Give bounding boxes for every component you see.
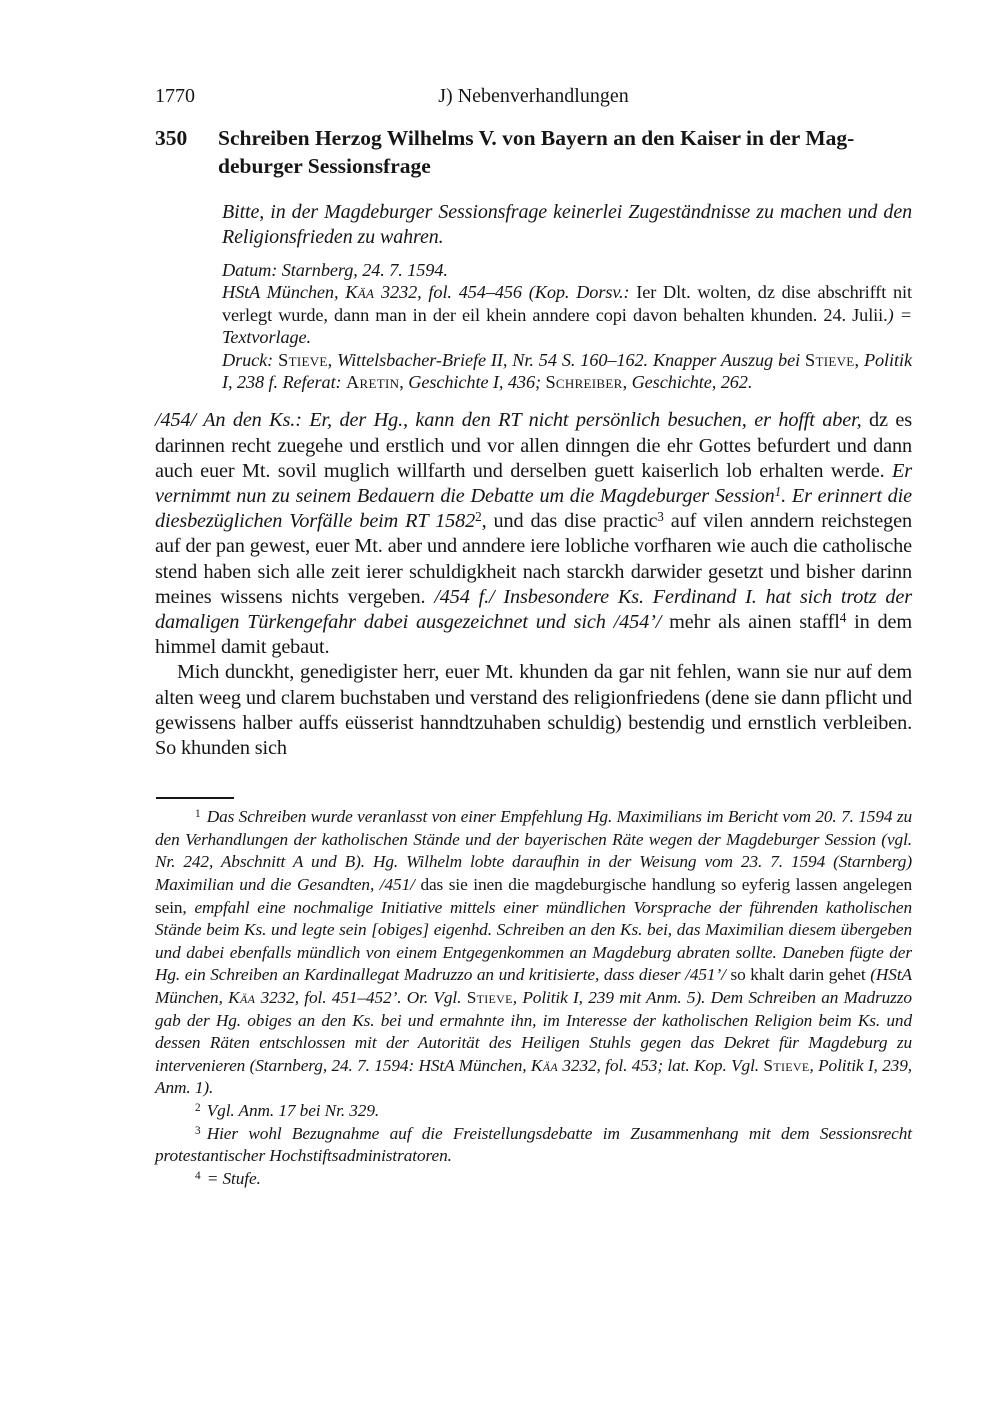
footnote-3: $^3$ Hier wohl Bezugnahme auf die Freistellungsdebatte im Zusammenhang mit dem Sessionsrecht protestantischer Hochstiftsadministratoren.	[155, 1123, 912, 1166]
entry-summary: Bitte, in der Magdeburger Sessionsfrage keinerlei Zugeständnisse zu machen und den Religionsfrieden zu wahren.	[222, 201, 912, 248]
footnote-2: $^2$ Vgl. Anm. 17 bei Nr. 329.	[195, 1101, 380, 1120]
footnote-1: $^1$ Das Schreiben wurde veranlasst von einer Empfehlung Hg. Maximilians im Bericht vom 20. 7. 1594 zu den Verhandlungen der katholischen Stände und der bayerischen Räte wegen der Magdeburger Session (vgl. Nr. 242, Abschnitt A und B). Hg. Wilhelm lobte daraufhin in der Weisung vom 23. 7. 1594 (Starnberg) Maximilian und die Gesandten, /451/ das sie inen die magdeburgische handlung so eyferig lassen angelegen sein, empfahl eine nochmalige Initiative mittels einer mündlichen Vorsprache der führenden katholischen Stände beim Ks. und legte sein [obiges] eigenhd. Schreiben an den Ks. bei, das Maximilian diesem übergeben und dabei ebenfalls mündlich von einem Entgegenkommen an Magdeburg abraten sollte. Daneben fügte der Hg. ein Schreiben an Kardinallegat Madruzzo an und kritisierte, dass dieser /451’/ so khalt darin gehet (HStA München, Käa 3232, fol. 451–452’. Or. Vgl. Stieve, Politik I, 239 mit Anm. 5). Dem Schreiben an Madruzzo gab der Hg. obiges an den Ks. bei und ermahnte ihn, im Interesse der katholischen Religion beim Ks. und dessen Räten entschlossen mit der Autorität des Heiligen Stuhls gegen das Dekret für Magdeburg zu intervenieren (Starnberg, 24. 7. 1594: HStA München, Käa 3232, fol. 453; lat. Kop. Vgl. Stieve, Politik I, 239, Anm. 1).	[155, 807, 912, 1098]
footnote-4: $^4$ = Stufe.	[195, 1168, 261, 1188]
entry-heading	[155, 124, 912, 180]
print-reference-line: Druck: Stieve, Wittelsbacher-Briefe II, Nr. 54 S. 160–162. Knapper Auszug bei Stieve, Politik I, 238 f. Referat: Aretin, Geschichte I, 436; Schreiber, Geschichte, 262.	[222, 349, 912, 393]
page-header	[155, 84, 912, 110]
body-paragraph-1: /454/ An den Ks.: Er, der Hg., kann den RT nicht persönlich besuchen, er hofft aber, dz es darinnen recht zuegehe und erstlich und vor allen dinngen die ehr Gottes befurdert und dann auch euer Mt. sovil muglich willfarth und derselben guett kaiserlich lob erhalten werde. Er vernimmt nun zu seinem Bedauern die Debatte um die Magdeburger Session$^1$. Er erinnert die diesbezüglichen Vorfälle beim RT 1582$^2$, und das dise practic$^3$ auf vilen anndern reichstegen auf der pan gewest, euer Mt. aber und anndere iere lobliche vorfharen wie auch die catholische stend haben sich alle zeit ierer schuldigkheit nach starckh darwider gesetzt und bisher darinn meines wissens nichts vergeben. /454 f./ Insbesondere Ks. Ferdinand I. hat sich trotz der damaligen Türkengefahr dabei ausgezeichnet und sich /454’/ mehr als ainen staffl$^4$ in dem himmel damit gebaut.	[155, 409, 912, 659]
footnote-separator-rule	[156, 797, 234, 799]
entry-number: 350	[155, 126, 188, 150]
source-meta-block	[222, 259, 912, 393]
datum-line: Datum: Starnberg, 24. 7. 1594.	[222, 260, 448, 280]
footnotes-block	[155, 806, 912, 1190]
document-body	[155, 408, 912, 761]
running-head: J) Nebenverhandlungen	[438, 85, 629, 107]
page-number: 1770	[155, 85, 195, 107]
entry-title: Schreiben Herzog Wilhelms V. von Bayern an den Kaiser in der Magdeburger Sessionsfrage	[218, 126, 855, 178]
body-paragraph-2: Mich dunckht, genedigister herr, euer Mt. khunden da gar nit fehlen, wann sie nur auf dem alten weeg und clarem buchstaben und verstand des religionfriedens (dene sie dann pflicht und gewissens halber auffs eüsserist hanndtzuhaben schuldig) bestendig und ernstlich verbleiben. So khunden sich	[155, 661, 912, 760]
archive-source-line: HStA München, Käa 3232, fol. 454–456 (Kop. Dorsv.: Ier Dlt. wolten, dz dise abschrifft nit verlegt wurde, dann man in der eil khein anndere copi davon behalten khunden. 24. Julii.) = Textvorlage.	[222, 282, 912, 348]
